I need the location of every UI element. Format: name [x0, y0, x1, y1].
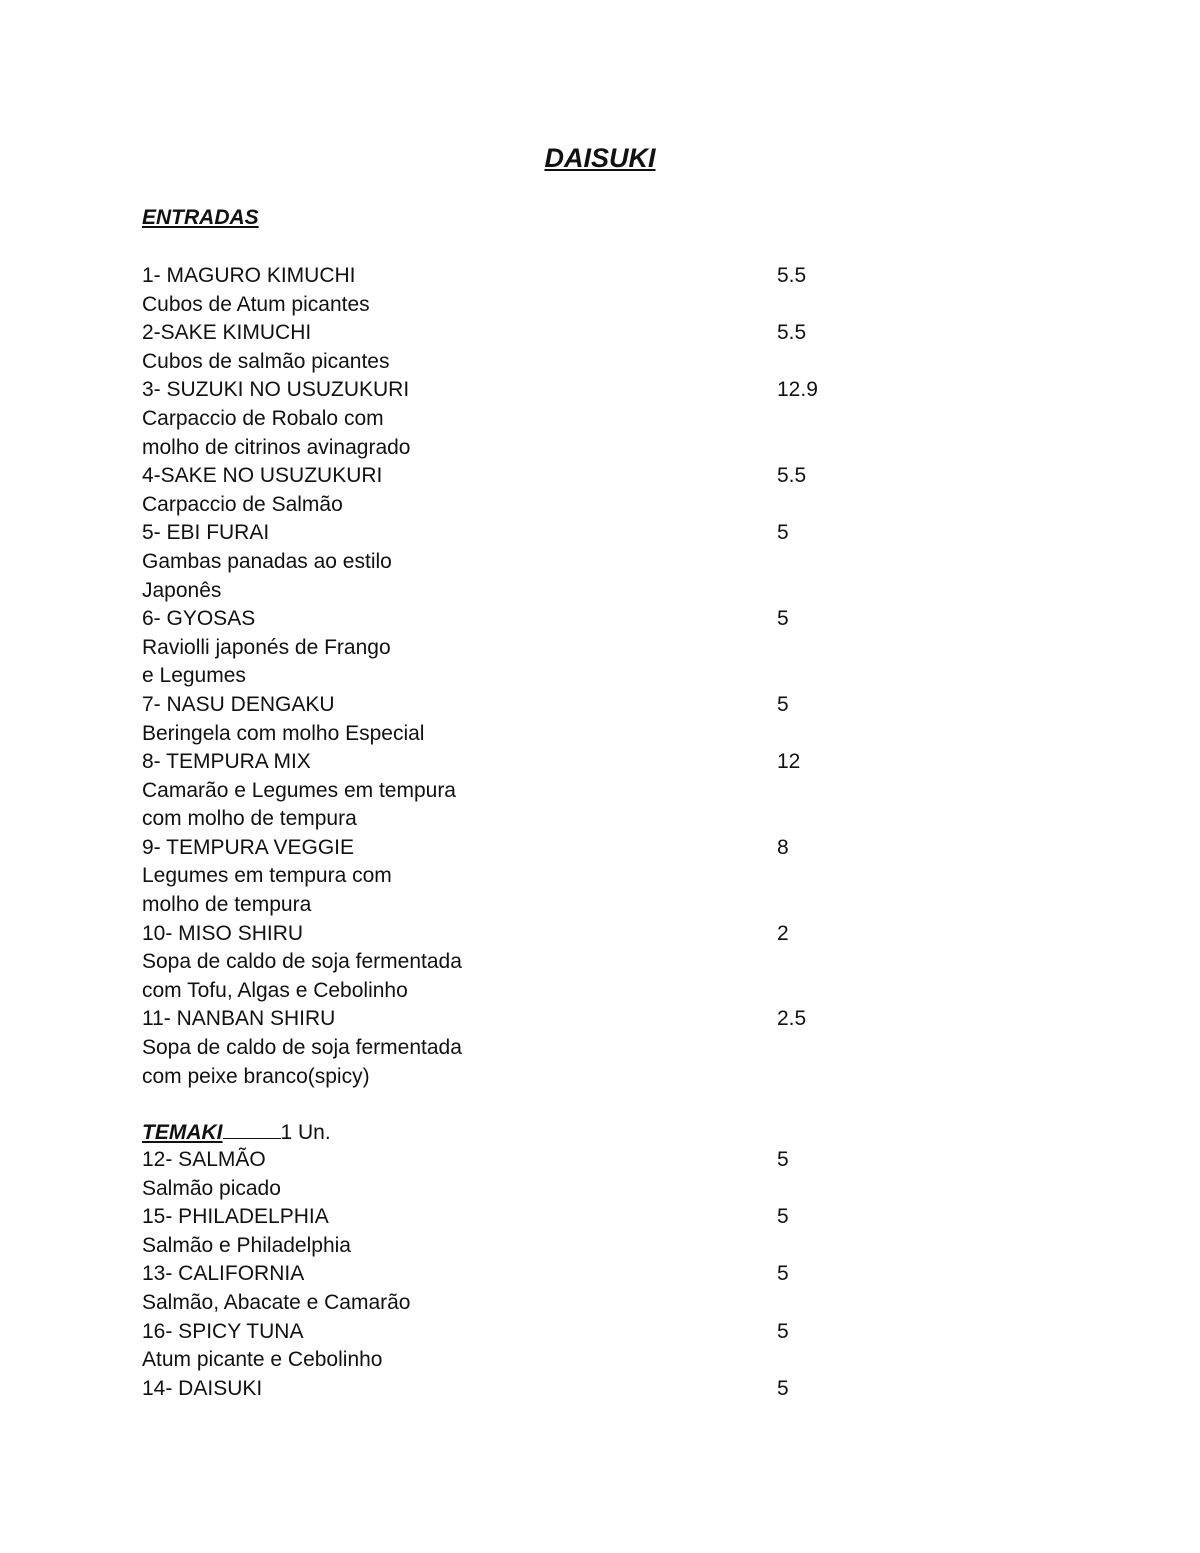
menu-item — [142, 1146, 842, 1203]
menu-item-name: 2-SAKE KIMUCHI — [142, 321, 312, 345]
menu-item-name: 15- PHILADELPHIA — [142, 1205, 329, 1229]
menu-item-description: Gambas panadas ao estilo — [142, 549, 392, 573]
menu-item-name: 4-SAKE NO USUZUKURI — [142, 464, 383, 488]
menu-item — [142, 605, 842, 691]
menu-item-description: com Tofu, Algas e Cebolinho — [142, 978, 408, 1002]
menu-item — [142, 262, 842, 319]
menu-item-name: 10- MISO SHIRU — [142, 921, 304, 945]
page-title: DAISUKI — [544, 143, 656, 173]
menu-item-description: molho de citrinos avinagrado — [142, 435, 411, 459]
menu-item-name: 16- SPICY TUNA — [142, 1319, 304, 1343]
menu-item-price: 12 — [777, 750, 801, 774]
menu-item-price: 5 — [777, 521, 789, 545]
menu-item-price: 8 — [777, 835, 789, 859]
menu-item-description: com peixe branco(spicy) — [142, 1064, 370, 1088]
entradas-item-list — [142, 262, 842, 1091]
menu-item-price: 5 — [777, 607, 789, 631]
menu-item-description: Sopa de caldo de soja fermentada — [142, 950, 462, 974]
menu-item-description: Cubos de Atum picantes — [142, 292, 370, 316]
menu-item-name: 12- SALMÃO — [142, 1148, 266, 1171]
menu-item-name: 6- GYOSAS — [142, 607, 256, 631]
menu-item-description: e Legumes — [142, 664, 246, 688]
menu-item — [142, 1260, 842, 1317]
menu-item-name: 14- DAISUKI — [142, 1376, 263, 1400]
menu-item-description: Atum picante e Cebolinho — [142, 1348, 383, 1372]
menu-item — [142, 319, 842, 376]
section-heading-temaki: TEMAKI — [142, 1121, 223, 1144]
menu-item-price: 12.9 — [777, 378, 818, 402]
menu-item-description: Beringela com molho Especial — [142, 721, 425, 745]
menu-item-price: 5 — [777, 1262, 789, 1286]
menu-item-description: Sopa de caldo de soja fermentada — [142, 1036, 462, 1060]
menu-item-description: Salmão, Abacate e Camarão — [142, 1290, 411, 1314]
menu-item-description: molho de tempura — [142, 893, 312, 917]
menu-item-name: 7- NASU DENGAKU — [142, 692, 335, 716]
menu-item-description: Carpaccio de Salmão — [142, 492, 343, 516]
menu-item-name: 8- TEMPURA MIX — [142, 750, 311, 774]
menu-item-price: 5 — [777, 692, 789, 716]
menu-item — [142, 1318, 842, 1375]
menu-item-name: 3- SUZUKI NO USUZUKURI — [142, 378, 410, 402]
menu-item — [142, 748, 842, 834]
menu-item — [142, 1203, 842, 1260]
temaki-unit: 1 Un. — [280, 1121, 331, 1144]
menu-item-price: 5.5 — [777, 464, 807, 488]
menu-item-price: 5.5 — [777, 321, 807, 345]
temaki-item-list — [142, 1146, 842, 1403]
menu-item — [142, 834, 842, 920]
menu-item — [142, 519, 842, 605]
menu-item-price: 5 — [777, 1376, 789, 1400]
menu-item-description: Salmão e Philadelphia — [142, 1233, 351, 1257]
menu-item-price: 5 — [777, 1148, 789, 1171]
menu-item — [142, 920, 842, 1006]
temaki-underline-gap — [223, 1118, 281, 1139]
menu-item-name: 11- NANBAN SHIRU — [142, 1007, 336, 1031]
menu-item-price: 2 — [777, 921, 789, 945]
menu-item-name: 5- EBI FURAI — [142, 521, 270, 545]
menu-item-description: Cubos de salmão picantes — [142, 349, 390, 373]
menu-item-price: 5 — [777, 1205, 789, 1229]
menu-item-price: 5 — [777, 1319, 789, 1343]
menu-item-price: 2.5 — [777, 1007, 807, 1031]
menu-item — [142, 1375, 842, 1404]
menu-item — [142, 691, 842, 748]
section-heading-entradas: ENTRADAS — [142, 206, 259, 229]
menu-item-description: Salmão picado — [142, 1176, 281, 1200]
menu-item — [142, 462, 842, 519]
menu-item — [142, 1005, 842, 1091]
menu-item-name: 9- TEMPURA VEGGIE — [142, 835, 354, 859]
menu-item-price: 5.5 — [777, 264, 807, 287]
menu-item-description: Japonês — [142, 578, 222, 602]
menu-item-description: com molho de tempura — [142, 807, 357, 831]
section-heading-temaki-row — [142, 1118, 331, 1147]
menu-item-description: Legumes em tempura com — [142, 864, 392, 888]
menu-item — [142, 376, 842, 462]
menu-item-name: 1- MAGURO KIMUCHI — [142, 264, 356, 287]
menu-item-description: Carpaccio de Robalo com — [142, 406, 384, 430]
menu-item-description: Camarão e Legumes em tempura — [142, 778, 456, 802]
menu-item-name: 13- CALIFORNIA — [142, 1262, 305, 1286]
menu-item-description: Raviolli japonés de Frango — [142, 635, 391, 659]
